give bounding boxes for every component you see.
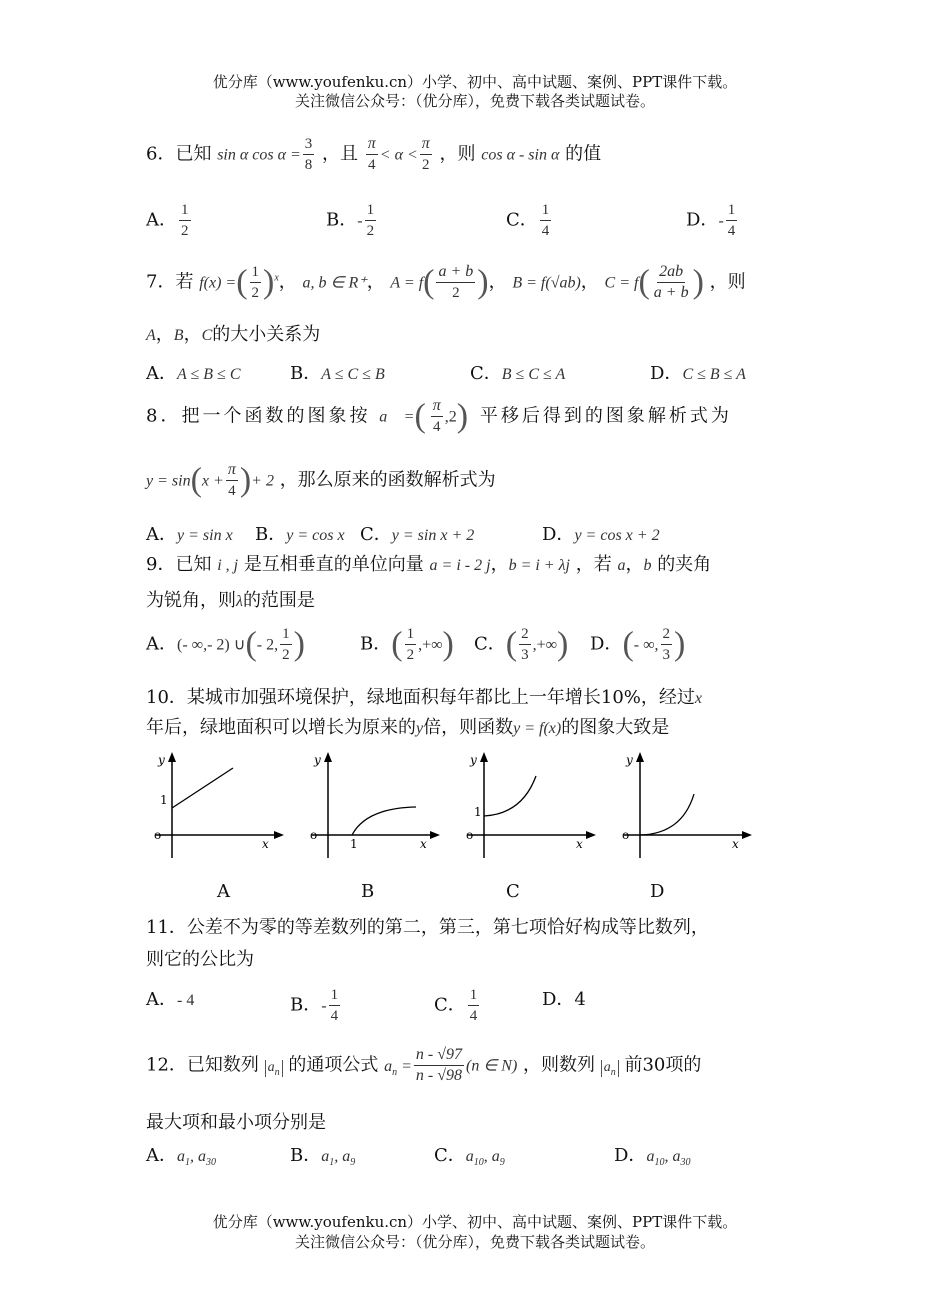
- graph-label-d: D: [650, 881, 665, 902]
- q10-stem: 10．某城市加强环境保护，绿地面积每年都比上一年增长10%，经过: [146, 687, 695, 708]
- graph-d: [616, 750, 766, 860]
- q6-tail: ，则: [439, 143, 476, 165]
- svg-text:o: o: [154, 828, 162, 842]
- q8-option-d: D．y = cos x + 2: [542, 524, 660, 545]
- graph-b: [304, 750, 454, 860]
- graph-label-b: B: [361, 881, 375, 902]
- q6-option-b: B．- $\frac{1}{2}$: [326, 202, 375, 239]
- svg-text:1: 1: [160, 793, 168, 807]
- question-6: 6．已知 sin α cos α = $\frac{3}{8}$ ，且 $\frac{\pi}{4}$ < α < $\frac{\pi}{2}$ ，则 cos α - sin α 的值: [146, 135, 602, 173]
- svg-text:y: y: [470, 753, 477, 767]
- q9-option-b: B．( $\frac{1}{2}$ ,+∞): [360, 625, 454, 663]
- svg-text:1: 1: [474, 805, 482, 819]
- q6-end: 的值: [565, 143, 602, 165]
- q8-stem-2: 平移后得到的图象解析式为: [479, 405, 732, 427]
- q10-line-2: 年后，绿地面积可以增长为原来的y倍，则函数y = f(x)的图象大致是: [146, 717, 670, 738]
- q12-line-2: 最大项和最小项分别是: [146, 1112, 326, 1133]
- q8-option-a: A．y = sin x: [146, 524, 233, 545]
- svg-text:x: x: [420, 837, 427, 851]
- svg-text:1: 1: [350, 837, 358, 851]
- header-line-1: 优分库（www.youfenku.cn）小学、初中、高中试题、案例、PPT课件下载。: [212, 73, 738, 91]
- svg-text:x: x: [576, 837, 583, 851]
- q8-option-b: B．y = cos x: [255, 524, 345, 545]
- q11-option-a: A．- 4: [146, 989, 195, 1010]
- svg-text:y: y: [626, 753, 633, 767]
- q12-option-d: D．$a_{10}$, $a_{30}$: [614, 1145, 691, 1169]
- question-9: 9．已知 i , j 是互相垂直的单位向量 a = i - 2 j，b = i + λj ，若 a，b 的夹角: [146, 554, 712, 575]
- q9-stem: 9．已知: [146, 554, 212, 575]
- q9-line-2: 为锐角，则λ的范围是: [146, 590, 315, 611]
- q11-option-b: B．- $\frac{1}{4}$: [290, 987, 339, 1024]
- q6-option-d: D．- $\frac{1}{4}$: [686, 202, 736, 239]
- q7-option-d: D．C ≤ B ≤ A: [650, 363, 746, 384]
- question-11: 11．公差不为零的等差数列的第二，第三，第七项恰好构成等比数列，: [146, 917, 709, 938]
- q7-then: ，则: [709, 271, 746, 293]
- q12-option-a: A．$a_1$, $a_{30}$: [146, 1145, 216, 1169]
- q9-option-c: C．( $\frac{2}{3}$ ,+∞): [474, 625, 569, 663]
- q8-option-c: C．y = sin x + 2: [360, 524, 475, 545]
- svg-text:o: o: [310, 828, 318, 842]
- q7-option-b: B．A ≤ C ≤ B: [290, 363, 385, 384]
- q6-option-a: A． $\frac{1}{2}$: [146, 202, 189, 239]
- q9-option-d: D．(- ∞, $\frac{2}{3}$ ): [590, 625, 686, 663]
- svg-text:o: o: [466, 828, 474, 842]
- q7-stem: 7．若: [146, 271, 194, 293]
- q11-line-2: 则它的公比为: [146, 949, 254, 970]
- q12-option-c: C．$a_{10}$, $a_9$: [434, 1145, 505, 1169]
- footer-line-1: 优分库（www.youfenku.cn）小学、初中、高中试题、案例、PPT课件下载。: [212, 1213, 738, 1231]
- q6-option-c: C． $\frac{1}{4}$: [506, 202, 550, 239]
- q6-mid: ，且: [322, 143, 359, 165]
- q9-option-a: A．(- ∞,- 2) ∪(- 2, $\frac{1}{2}$ ): [146, 625, 305, 663]
- q12-stem: 12．已知数列: [146, 1054, 259, 1076]
- question-8: 8．把一个函数的图象按 a⃗ =( $\frac{\pi}{4}$ ,2) 平移后得到的图象解析式为: [146, 397, 732, 435]
- svg-text:x: x: [732, 837, 739, 851]
- graph-label-a: A: [217, 881, 230, 902]
- graph-label-c: C: [506, 881, 520, 902]
- svg-text:x: x: [262, 837, 269, 851]
- q7-option-a: A．A ≤ B ≤ C: [146, 363, 241, 384]
- question-10: 10．某城市加强环境保护，绿地面积每年都比上一年增长10%，经过x: [146, 687, 703, 708]
- q7-option-c: C．B ≤ C ≤ A: [470, 363, 566, 384]
- q6-stem: 6．已知: [146, 143, 212, 165]
- q7-line-2: A，B，C的大小关系为: [146, 324, 321, 345]
- question-7: 7．若 f(x) =( $\frac{1}{2}$ )$^x$， a, b ∈ R⁺， A = f( $\frac{a + b}{2}$ )， B = f(√ab)， C = f( $\frac{2ab}{a + b}$ ) ，则: [146, 263, 746, 301]
- q12-option-b: B．$a_1$, $a_9$: [290, 1145, 356, 1169]
- q8-line-2: y = sin(x + $\frac{\pi}{4}$ )+ 2 ，那么原来的函数解析式为: [146, 461, 496, 499]
- svg-text:o: o: [622, 828, 630, 842]
- svg-text:y: y: [314, 753, 321, 767]
- graph-c: [460, 750, 610, 860]
- graph-a: [148, 750, 298, 860]
- header-line-2: 关注微信公众号：（优分库），免费下载各类试题试卷。: [294, 92, 655, 110]
- q11-option-c: C． $\frac{1}{4}$: [434, 987, 478, 1024]
- q8-stem: 8．把一个函数的图象按: [146, 405, 371, 427]
- svg-text:y: y: [158, 753, 165, 767]
- question-12: 12．已知数列 $a_n$ 的通项公式 $a_n$ = $\frac{n - √97}{n - √98}$ (n ∈ N) ，则数列 $a_n$ 前30项的: [146, 1046, 702, 1084]
- footer-line-2: 关注微信公众号：（优分库），免费下载各类试题试卷。: [294, 1233, 655, 1251]
- q11-option-d: D．4: [542, 989, 586, 1010]
